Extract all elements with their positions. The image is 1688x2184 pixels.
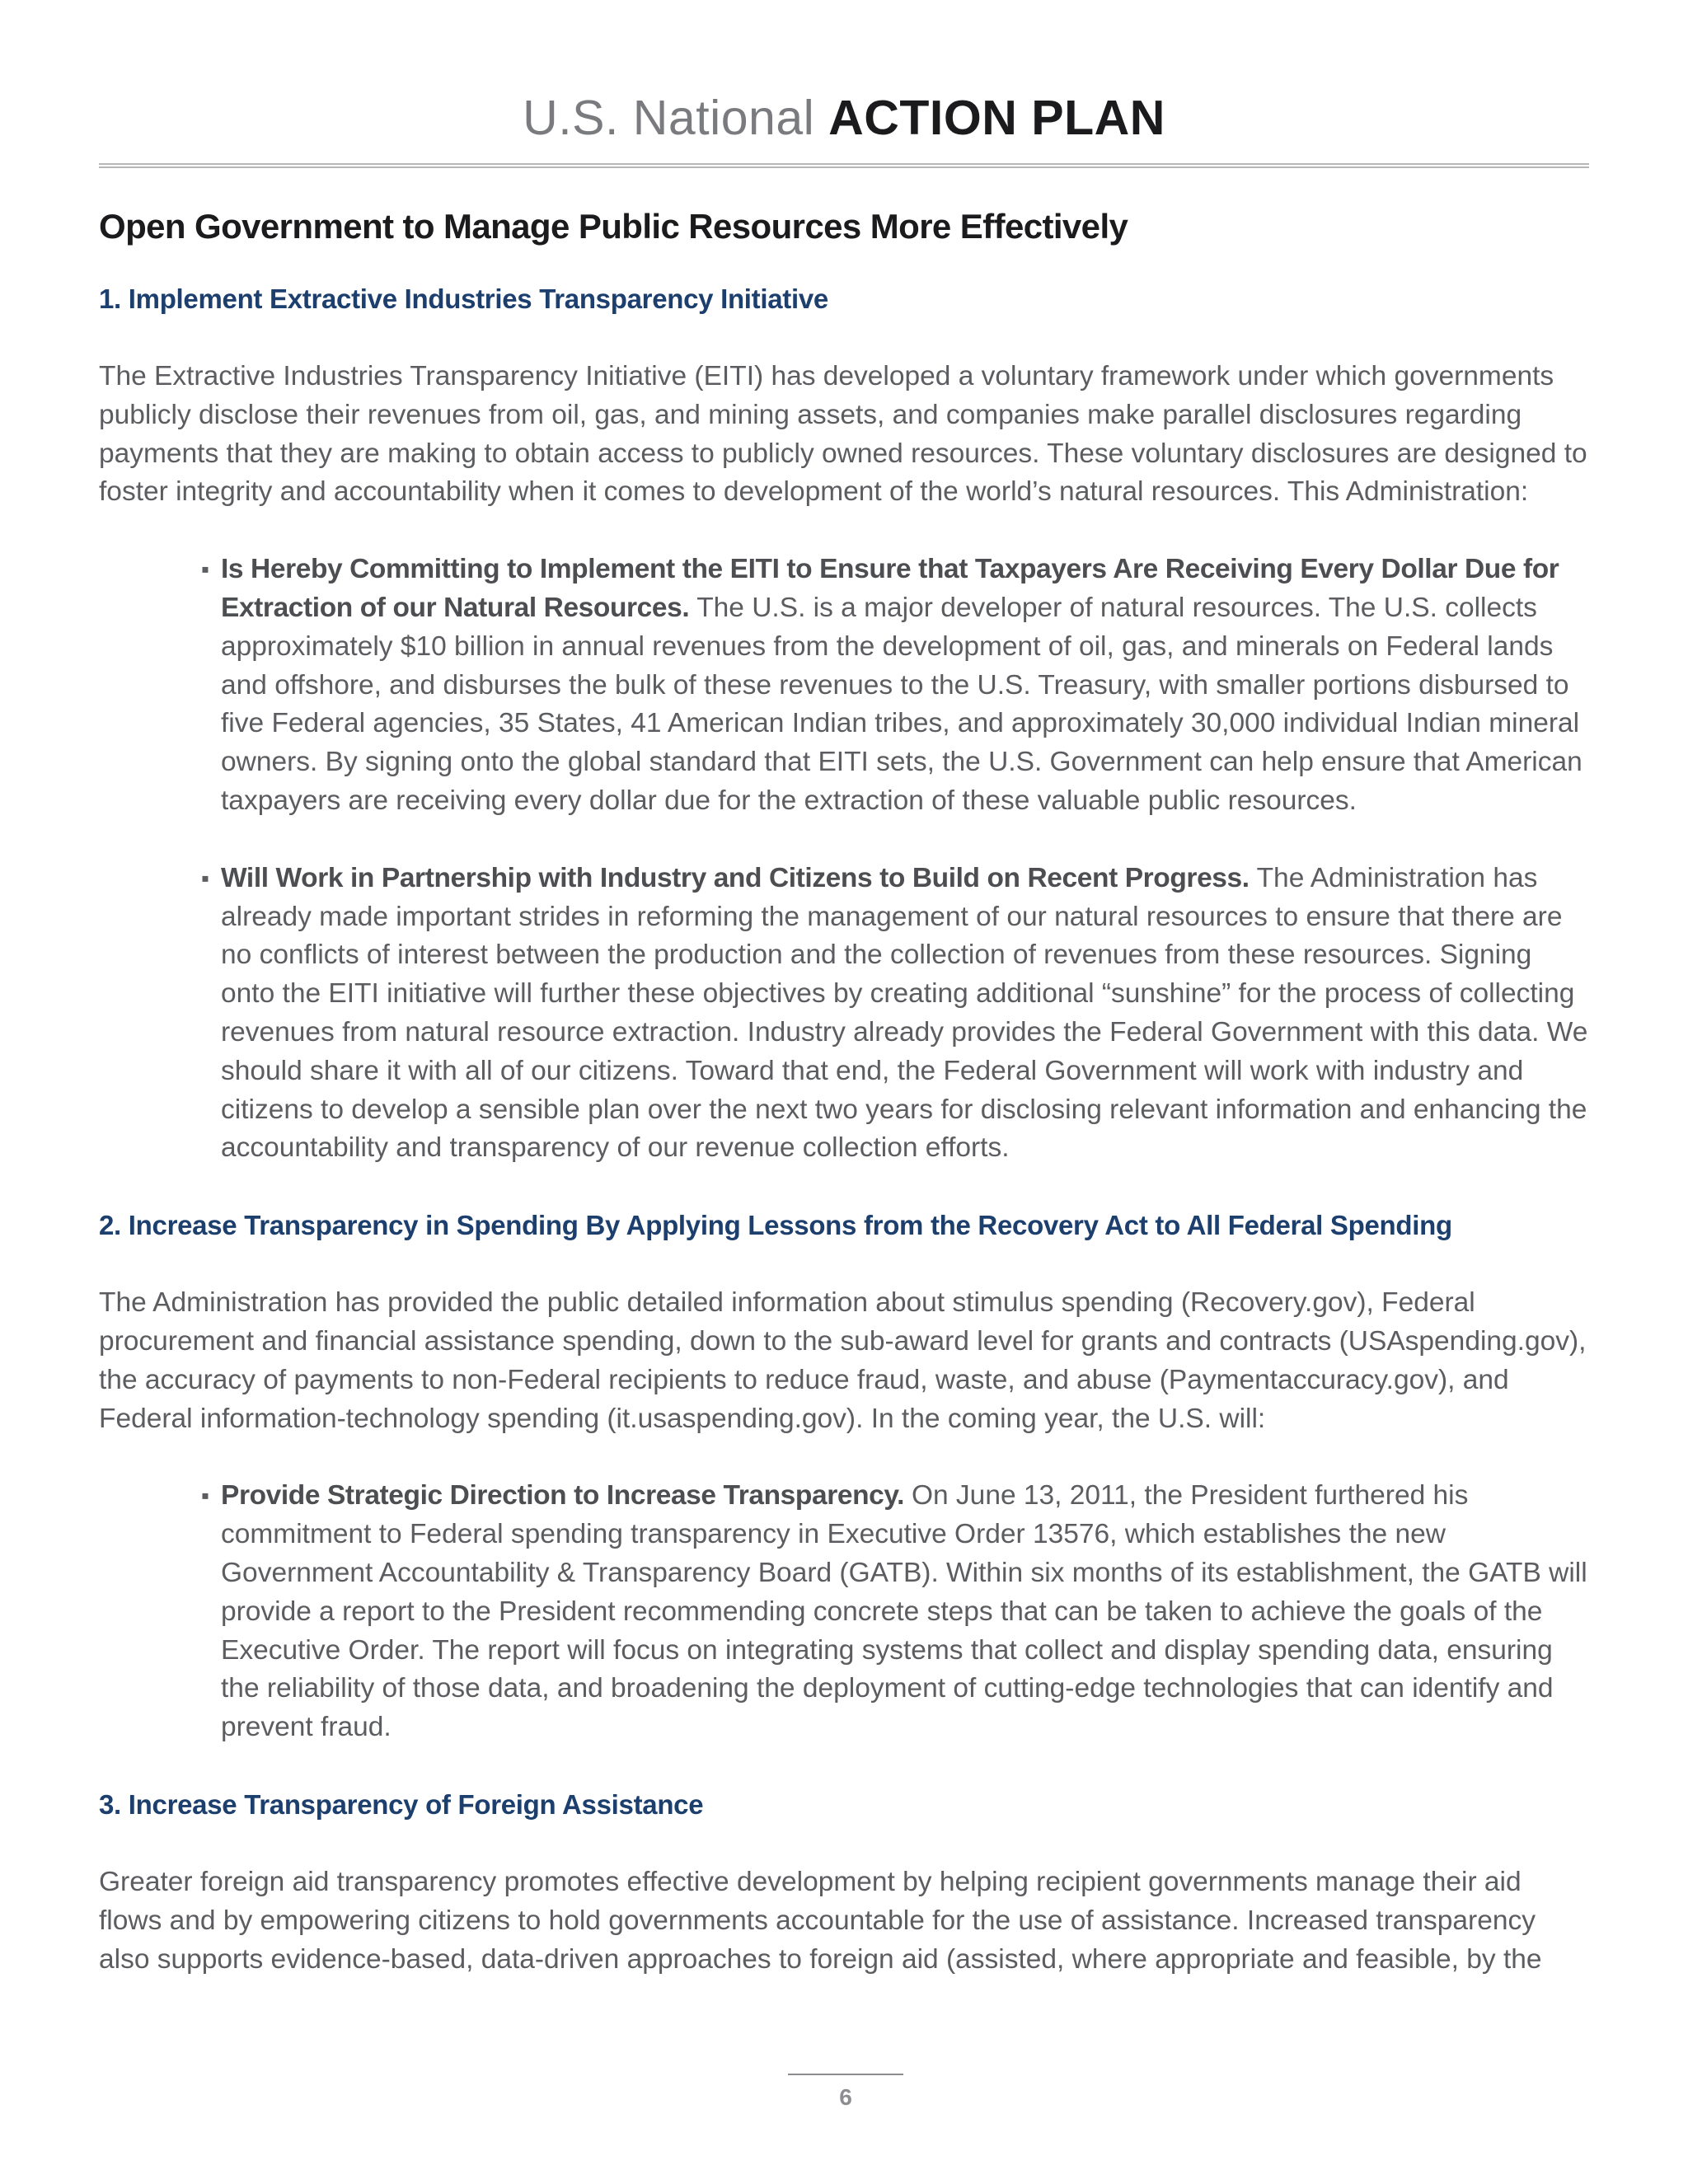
- bullet-square-icon: ▪: [201, 1483, 209, 1509]
- bullet-list: [99, 551, 1589, 1168]
- section-foreign-assistance: [99, 1786, 1589, 1979]
- section-intro: Greater foreign aid transparency promotes effective development by helping recipient governments manage their aid flows and by empowering citizens to hold governments accountable for the use of assistance. Increased transparency also supports evidence-based, data-driven approaches to foreign aid (assisted, where appropriate and feasible, by the: [99, 1866, 1542, 1975]
- bullet-lead: Will Work in Partnership with Industry and Citizens to Build on Recent Progress.: [221, 862, 1257, 893]
- main-content: [99, 199, 1589, 1979]
- bullet-list: [99, 1477, 1589, 1747]
- header-title-bold: ACTION PLAN: [828, 91, 1165, 145]
- section-eiti: [99, 280, 1589, 1168]
- list-item: [201, 860, 1589, 1168]
- section-heading: 2. Increase Transparency in Spending By Applying Lessons from the Recovery Act to All Federal Spending: [99, 1210, 1452, 1241]
- section-heading: 3. Increase Transparency of Foreign Assistance: [99, 1788, 704, 1820]
- page-title: Open Government to Manage Public Resources More Effectively: [99, 207, 1128, 246]
- footer-divider: [788, 2074, 903, 2075]
- bullet-square-icon: ▪: [201, 556, 209, 583]
- list-item: [201, 1477, 1589, 1747]
- bullet-square-icon: ▪: [201, 865, 209, 891]
- section-intro: The Extractive Industries Transparency Initiative (EITI) has developed a voluntary framework under which governments publicly disclose their revenues from oil, gas, and mining assets, and companies make parallel disclosures regarding payments that they are making to obtain access to publicly owned resources. These voluntary disclosures are designed to foster integrity and accountability when it comes to development of the world’s natural resources. This Administration:: [99, 361, 1587, 508]
- running-header: [99, 89, 1589, 147]
- section-spending-transparency: [99, 1207, 1589, 1747]
- page-number: 6: [839, 2084, 852, 2110]
- section-intro: The Administration has provided the public detailed information about stimulus spending (Recovery.gov), Federal procurement and financial assistance spending, down to the sub-award level for grants and contracts (USAspending.gov), the accuracy of payments to non-Federal recipients to reduce fraud, waste, and abuse (Paymentaccuracy.gov), and Federal information-technology spending (it.usaspending.gov). In the coming year, the U.S. will:: [99, 1287, 1587, 1434]
- header-divider: [99, 163, 1589, 168]
- bullet-text: The Administration has already made important strides in reforming the management of our natural resources to ensure that there are no conflicts of interest between the production and the collection of revenues from these resources. Signing onto the EITI initiative will further these objectives by creating additional “sunshine” for the process of collecting revenues from natural resource extraction. Industry already provides the Federal Government with this data. We should share it with all of our citizens. Toward that end, the Federal Government will work with industry and citizens to develop a sensible plan over the next two years for disclosing relevant information and enhancing the accountability and transparency of our revenue collection efforts.: [221, 862, 1588, 1164]
- bullet-lead: Provide Strategic Direction to Increase Transparency.: [221, 1480, 912, 1511]
- header-title-light: U.S. National: [523, 91, 815, 145]
- bullet-lead: Is Hereby Committing to Implement the EITI to Ensure that Taxpayers Are Receiving Every Dollar Due for Extraction of our Natural Resources.: [221, 554, 1559, 623]
- bullet-text: The U.S. is a major developer of natural resources. The U.S. collects approximately $10 billion in annual revenues from the development of oil, gas, and minerals on Federal lands and offshore, and disburses the bulk of these revenues to the U.S. Treasury, with smaller portions disbursed to five Federal agencies, 35 States, 41 American Indian tribes, and approximately 30,000 individual Indian mineral owners. By signing onto the global standard that EITI sets, the U.S. Government can help ensure that American taxpayers are receiving every dollar due for the extraction of these valuable public resources.: [221, 592, 1582, 816]
- list-item: [201, 551, 1589, 821]
- bullet-text: On June 13, 2011, the President furthered his commitment to Federal spending transparency in Executive Order 13576, which establishes the new Government Accountability & Transparency Board (GATB). Within six months of its establishment, the GATB will provide a report to the President recommending concrete steps that can be taken to achieve the goals of the Executive Order. The report will focus on integrating systems that collect and display spending data, ensuring the reliability of those data, and broadening the deployment of cutting-edge technologies that can identify and prevent fraud.: [221, 1480, 1587, 1743]
- section-heading: 1. Implement Extractive Industries Transparency Initiative: [99, 284, 828, 314]
